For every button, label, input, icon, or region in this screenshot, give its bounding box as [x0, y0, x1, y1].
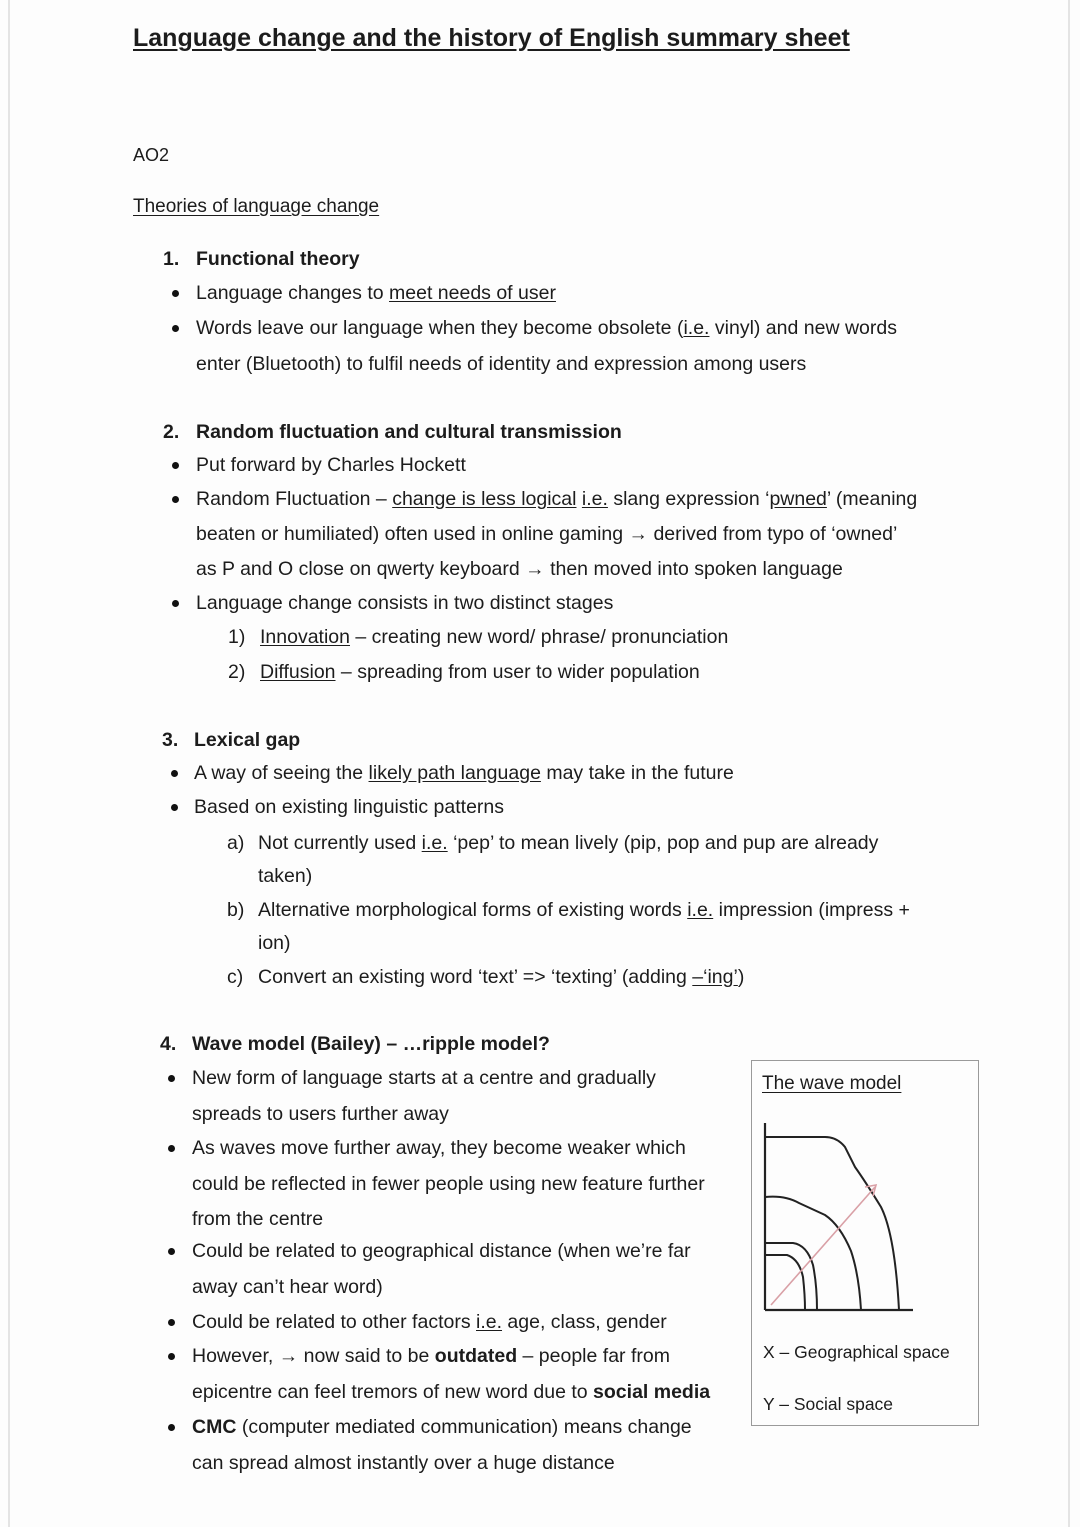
- sub-item-a-line-2: taken): [258, 865, 313, 887]
- bullet-icon: [172, 462, 179, 469]
- wave-ring-outer: [765, 1137, 899, 1310]
- sub-item-a-line-1: Not currently used i.e. ‘pep’ to mean lively (pip, pop and pup are already: [258, 832, 879, 854]
- functional-bullet-2-line-1: Words leave our language when they become obsolete (i.e. vinyl) and new words: [196, 317, 897, 339]
- bullet-icon: [168, 1248, 175, 1255]
- stage-1-number: 1): [228, 626, 246, 648]
- bullet-icon: [172, 496, 179, 503]
- wave-bullet-5-line-1: However, → now said to be outdated – people far from: [192, 1345, 670, 1367]
- bullet-icon: [168, 1319, 175, 1326]
- wave-ring-inner-1: [765, 1243, 817, 1310]
- sub-item-a-letter: a): [227, 832, 245, 854]
- bullet-icon: [171, 804, 178, 811]
- page-edge-left: [8, 0, 10, 1527]
- y-axis-label: Y – Social space: [763, 1394, 894, 1414]
- lexical-gap-bullet-1: A way of seeing the likely path language may take in the future: [194, 762, 734, 784]
- wave-bullet-6-line-1: CMC (computer mediated communication) means change: [192, 1416, 692, 1438]
- random-fluctuation-line-3: as P and O close on qwerty keyboard → then moved into spoken language: [196, 558, 843, 580]
- random-fluctuation-line-1: Random Fluctuation – change is less logical i.e. slang expression ‘pwned’ (meaning: [196, 488, 918, 510]
- section-heading: Theories of language change: [133, 196, 380, 217]
- lexical-gap-bullet-2: Based on existing linguistic patterns: [194, 796, 505, 818]
- item-number-3: 3.: [162, 729, 179, 751]
- sub-item-c-line-1: Convert an existing word ‘text’ => ‘texting’ (adding –‘ing’): [258, 966, 745, 988]
- wave-bullet-6-line-2: can spread almost instantly over a huge distance: [192, 1452, 615, 1474]
- lexical-gap-heading: Lexical gap: [194, 729, 301, 751]
- sub-item-b-line-2: ion): [258, 932, 291, 954]
- page-title: Language change and the history of English summary sheet: [133, 24, 850, 52]
- wave-bullet-3-line-1: Could be related to geographical distance (when we’re far: [192, 1240, 691, 1262]
- sub-item-c-letter: c): [227, 966, 244, 988]
- wave-bullet-4: Could be related to other factors i.e. age, class, gender: [192, 1311, 667, 1333]
- random-fluctuation-heading: Random fluctuation and cultural transmission: [196, 421, 622, 443]
- wave-bullet-2-line-2: could be reflected in fewer people using new feature further: [192, 1173, 705, 1195]
- hockett-bullet: Put forward by Charles Hockett: [196, 454, 466, 476]
- bullet-icon: [171, 770, 178, 777]
- assessment-objective: AO2: [133, 145, 170, 165]
- wave-bullet-3-line-2: away can’t hear word): [192, 1276, 383, 1298]
- stage-2-number: 2): [228, 661, 246, 683]
- functional-bullet-1: Language changes to meet needs of user: [196, 282, 556, 304]
- item-number-2: 2.: [163, 421, 180, 443]
- wave-ring-middle: [765, 1197, 861, 1310]
- wave-model-heading: Wave model (Bailey) – …ripple model?: [192, 1033, 550, 1055]
- wave-bullet-1-line-2: spreads to users further away: [192, 1103, 449, 1125]
- functional-bullet-2-line-2: enter (Bluetooth) to fulfil needs of identity and expression among users: [196, 353, 807, 375]
- x-axis-label: X – Geographical space: [763, 1342, 950, 1362]
- wave-bullet-2-line-1: As waves move further away, they become weaker which: [192, 1137, 686, 1159]
- random-fluctuation-line-2: beaten or humiliated) often used in online gaming → derived from typo of ‘owned’: [196, 523, 898, 545]
- bullet-icon: [172, 290, 179, 297]
- two-stages-bullet: Language change consists in two distinct stages: [196, 592, 614, 614]
- bullet-icon: [168, 1424, 175, 1431]
- bullet-icon: [172, 600, 179, 607]
- bullet-icon: [168, 1145, 175, 1152]
- wave-bullet-1-line-1: New form of language starts at a centre and gradually: [192, 1067, 656, 1089]
- sub-item-b-line-1: Alternative morphological forms of existing words i.e. impression (impress +: [258, 899, 910, 921]
- bullet-icon: [172, 325, 179, 332]
- sub-item-b-letter: b): [227, 899, 245, 921]
- page-edge-right: [1068, 0, 1070, 1527]
- functional-theory-heading: Functional theory: [196, 248, 360, 270]
- item-number-4: 4.: [160, 1033, 177, 1055]
- wave-model-title: The wave model: [762, 1073, 902, 1094]
- wave-bullet-2-line-3: from the centre: [192, 1208, 324, 1230]
- stage-2-diffusion: Diffusion – spreading from user to wider population: [260, 661, 700, 683]
- wave-model-diagram: [755, 1115, 925, 1315]
- bullet-icon: [168, 1353, 175, 1360]
- wave-bullet-5-line-2: epicentre can feel tremors of new word due to social media: [192, 1381, 711, 1403]
- item-number-1: 1.: [163, 248, 180, 270]
- bullet-icon: [168, 1075, 175, 1082]
- stage-1-innovation: Innovation – creating new word/ phrase/ pronunciation: [260, 626, 729, 648]
- wave-ring-inner-2: [765, 1255, 805, 1310]
